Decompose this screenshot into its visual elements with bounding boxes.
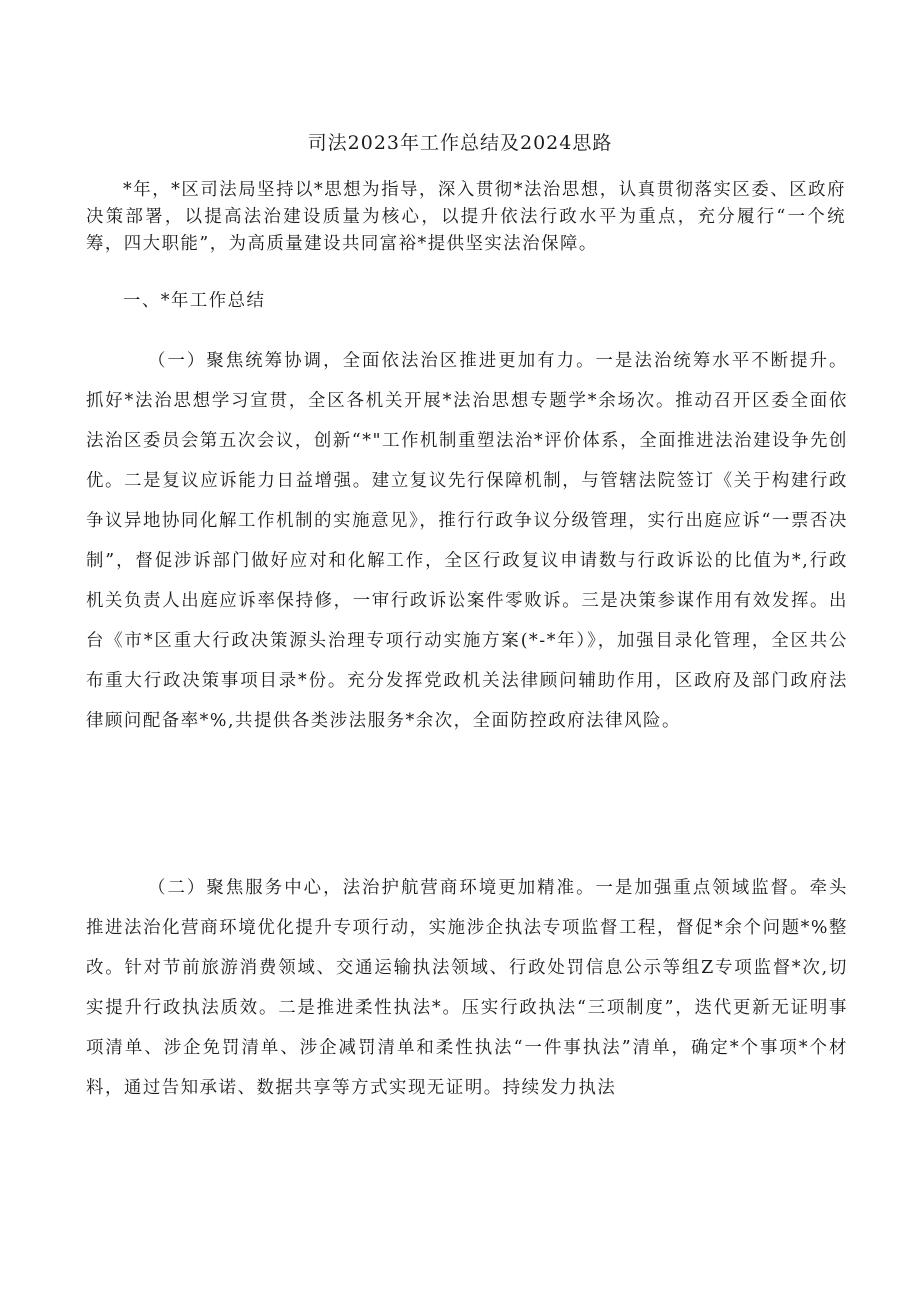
body-paragraph-2: （二）聚焦服务中心，法治护航营商环境更加精准。一是加强重点领域监督。牵头推进法治化营商环境优化提升专项行动，实施涉企执法专项监督工程，督促*余个问题*%整改。针对节前旅游消费领域、交通运输执法领域、行政处罚信息公示等组Z专项监督*次,切实提升行政执法质效。二是推进柔性执法*。压实行政执法“三项制度”，迭代更新无证明事项清单、涉企免罚清单、涉企减罚清单和柔性执法“一件事执法”清单，确定*个事项*个材料，通过告知承诺、数据共享等方式实现无证明。持续发力执法 — [86, 878, 848, 1098]
document-title: 司法2023年工作总结及2024思路 — [307, 132, 613, 154]
intro-paragraph: *年，*区司法局坚持以*思想为指导，深入贯彻*法治思想，认真贯彻落实区委、区政府决策部署，以提高法治建设质量为核心，以提升依法行政水平为重点，充分履行“一个统筹，四大职能”，为高质量建设共同富裕*提供坚实法治保障。 — [86, 180, 846, 254]
section-heading: 一、*年工作总结 — [123, 291, 266, 311]
body-paragraph-1: （一）聚焦统筹协调，全面依法治区推进更加有力。一是法治统筹水平不断提升。抓好*法治思想学习宣贯，全区各机关开展*法治思想专题学*余场次。推动召开区委全面依法治区委员会第五次会议，创新“*"工作机制重塑法治*评价体系，全面推进法治建设争先创优。二是复议应诉能力日益增强。建立复议先行保障机制，与管辖法院签订《关于构建行政争议异地协同化解工作机制的实施意见》，推行行政争议分级管理，实行出庭应诉“一票否决制”，督促涉诉部门做好应对和化解工作，全区行政复议申请数与行政诉讼的比值为*,行政机关负责人出庭应诉率保持修，一审行政诉讼案件零败诉。三是决策参谋作用有效发挥。出台《市*区重大行政决策源头治理专项行动实施方案(*-*年）》，加强目录化管理，全区共公布重大行政决策事项目录*份。充分发挥党政机关法律顾问辅助作用，区政府及部门政府法律顾问配备率*%,共提供各类涉法服务*余次，全面防控政府法律风险。 — [86, 351, 848, 731]
